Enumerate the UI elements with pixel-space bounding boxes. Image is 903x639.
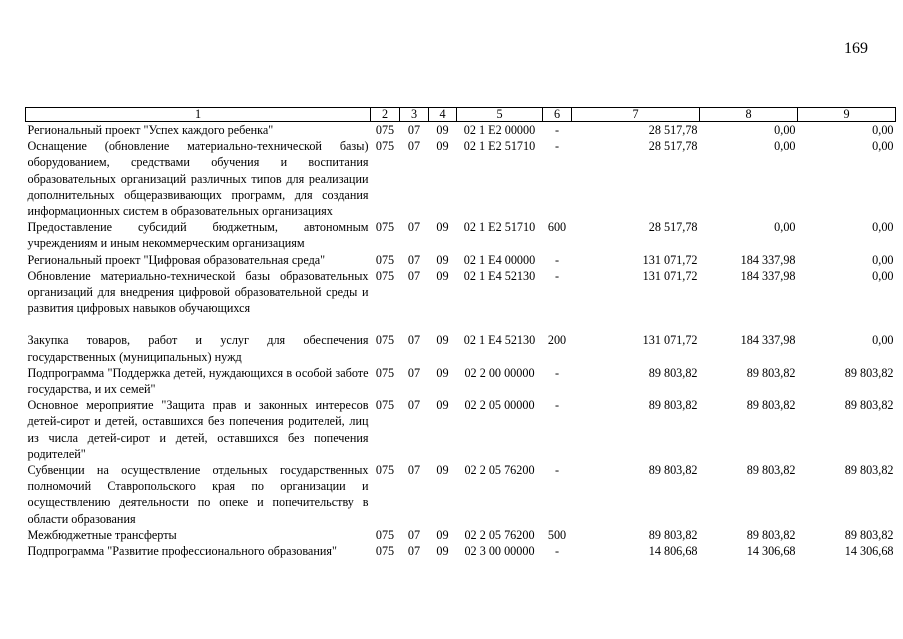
header-cell: 8 xyxy=(700,108,798,122)
cell-subsection: 09 xyxy=(436,268,449,283)
table-row xyxy=(26,138,896,219)
cell-target: 02 1 E2 51710 xyxy=(463,139,536,154)
cell-target: 02 1 E4 52130 xyxy=(463,268,536,283)
cell-code: 075 xyxy=(375,544,395,559)
cell-code: 075 xyxy=(375,398,395,413)
cell-amount-9: 89 803,82 xyxy=(844,527,894,542)
cell-code: 075 xyxy=(375,365,395,380)
cell-amount-9: 14 306,68 xyxy=(844,544,894,559)
table-row xyxy=(26,252,896,268)
header-cell: 1 xyxy=(26,108,371,122)
cell-amount-7: 28 517,78 xyxy=(648,123,698,137)
table-row xyxy=(26,397,896,462)
cell-type: - xyxy=(554,398,560,413)
spacer-cell xyxy=(26,316,896,332)
cell-target: 02 1 E4 00000 xyxy=(463,252,536,267)
row-name: Подпрограмма "Развитие профессионального образования" xyxy=(27,544,337,559)
table-row xyxy=(26,219,896,251)
cell-subsection: 09 xyxy=(436,123,449,137)
cell-amount-8: 0,00 xyxy=(774,123,796,137)
table-row xyxy=(26,332,896,364)
cell-code: 075 xyxy=(375,527,395,542)
cell-amount-9: 0,00 xyxy=(872,333,894,348)
cell-amount-7: 89 803,82 xyxy=(648,398,698,413)
cell-amount-7: 14 806,68 xyxy=(648,544,698,559)
budget-table xyxy=(25,107,896,559)
cell-amount-8: 89 803,82 xyxy=(746,398,796,413)
cell-section: 07 xyxy=(407,398,421,413)
cell-section: 07 xyxy=(407,220,421,235)
table-row xyxy=(26,365,896,397)
cell-subsection: 09 xyxy=(436,527,449,542)
cell-type: - xyxy=(554,365,560,380)
cell-amount-8: 184 337,98 xyxy=(740,268,796,283)
row-name: Межбюджетные трансферты xyxy=(27,527,177,542)
header-cell: 4 xyxy=(429,108,457,122)
cell-code: 075 xyxy=(375,463,395,478)
cell-section: 07 xyxy=(407,268,421,283)
cell-section: 07 xyxy=(407,527,421,542)
row-name: Основное мероприятие "Защита прав и законных интересов детей-сирот и детей, оставшихся без попечения родителей, лиц из числа детей-сирот и детей, оставшихся без попечения родителей" xyxy=(27,398,369,461)
cell-target: 02 2 05 76200 xyxy=(464,463,535,478)
cell-type: 200 xyxy=(547,333,567,348)
cell-target: 02 3 00 00000 xyxy=(464,544,535,559)
cell-type: - xyxy=(554,463,560,478)
cell-amount-7: 89 803,82 xyxy=(648,365,698,380)
header-cell: 2 xyxy=(371,108,400,122)
cell-amount-8: 0,00 xyxy=(774,139,796,154)
cell-amount-9: 89 803,82 xyxy=(844,398,894,413)
cell-amount-8: 0,00 xyxy=(774,220,796,235)
header-cell: 3 xyxy=(400,108,429,122)
cell-code: 075 xyxy=(375,220,395,235)
cell-amount-9: 0,00 xyxy=(872,252,894,267)
row-name: Региональный проект "Цифровая образовательная среда" xyxy=(27,252,326,267)
cell-subsection: 09 xyxy=(436,139,449,154)
cell-type: 600 xyxy=(547,220,567,235)
cell-subsection: 09 xyxy=(436,544,449,559)
header-cell: 6 xyxy=(543,108,572,122)
spacer-row xyxy=(26,316,896,332)
cell-target: 02 1 E2 00000 xyxy=(463,123,536,137)
cell-type: - xyxy=(554,123,560,137)
header-cell: 9 xyxy=(798,108,896,122)
row-name: Предоставление субсидий бюджетным, автономным учреждениям и иным некоммерческим организациям xyxy=(27,220,369,251)
table-row xyxy=(26,462,896,527)
cell-target: 02 1 E4 52130 xyxy=(463,333,536,348)
table-row xyxy=(26,122,896,139)
row-name: Оснащение (обновление материально-технической базы) оборудованием, средствами обучения и воспитания образовательных организаций различных типов для реализации дополнительных общеразвивающих программ, для создания информационных систем в образовательных организациях xyxy=(27,139,369,219)
cell-amount-7: 131 071,72 xyxy=(642,268,698,283)
cell-subsection: 09 xyxy=(436,252,449,267)
cell-subsection: 09 xyxy=(436,398,449,413)
cell-amount-8: 184 337,98 xyxy=(740,333,796,348)
cell-type: - xyxy=(554,139,560,154)
cell-amount-8: 184 337,98 xyxy=(740,252,796,267)
cell-subsection: 09 xyxy=(436,333,449,348)
cell-target: 02 1 E2 51710 xyxy=(463,220,536,235)
cell-section: 07 xyxy=(407,139,421,154)
cell-amount-9: 0,00 xyxy=(872,139,894,154)
header-row xyxy=(26,108,896,122)
cell-type: - xyxy=(554,252,560,267)
cell-type: 500 xyxy=(547,527,567,542)
table-row xyxy=(26,543,896,559)
cell-section: 07 xyxy=(407,252,421,267)
cell-amount-7: 89 803,82 xyxy=(648,463,698,478)
table-row xyxy=(26,268,896,317)
cell-target: 02 2 00 00000 xyxy=(464,365,535,380)
cell-amount-9: 0,00 xyxy=(872,268,894,283)
cell-amount-8: 89 803,82 xyxy=(746,527,796,542)
cell-amount-7: 28 517,78 xyxy=(648,139,698,154)
cell-amount-7: 131 071,72 xyxy=(642,252,698,267)
cell-subsection: 09 xyxy=(436,463,449,478)
cell-amount-7: 131 071,72 xyxy=(642,333,698,348)
cell-target: 02 2 05 00000 xyxy=(464,398,535,413)
cell-amount-8: 89 803,82 xyxy=(746,463,796,478)
cell-subsection: 09 xyxy=(436,365,449,380)
cell-section: 07 xyxy=(407,365,421,380)
row-name: Закупка товаров, работ и услуг для обеспечения государственных (муниципальных) нужд xyxy=(27,333,369,364)
cell-section: 07 xyxy=(407,123,421,137)
row-name: Подпрограмма "Поддержка детей, нуждающихся в особой заботе государства, и их семей" xyxy=(27,365,369,397)
cell-code: 075 xyxy=(375,123,395,137)
cell-type: - xyxy=(554,268,560,283)
table-row xyxy=(26,527,896,543)
cell-subsection: 09 xyxy=(436,220,449,235)
cell-section: 07 xyxy=(407,333,421,348)
header-cell: 7 xyxy=(572,108,700,122)
cell-amount-7: 89 803,82 xyxy=(648,527,698,542)
cell-amount-9: 0,00 xyxy=(872,220,894,235)
cell-code: 075 xyxy=(375,333,395,348)
cell-section: 07 xyxy=(407,463,421,478)
cell-code: 075 xyxy=(375,252,395,267)
cell-code: 075 xyxy=(375,139,395,154)
cell-target: 02 2 05 76200 xyxy=(464,527,535,542)
page-number: 169 xyxy=(844,40,868,57)
row-name: Субвенции на осуществление отдельных государственных полномочий Ставропольского края по организации и осуществлению деятельности по опеке и попечительству в области образования xyxy=(27,463,369,526)
cell-type: - xyxy=(554,544,560,559)
cell-amount-9: 89 803,82 xyxy=(844,463,894,478)
header-cell: 5 xyxy=(457,108,543,122)
cell-amount-9: 0,00 xyxy=(872,123,894,137)
cell-amount-9: 89 803,82 xyxy=(844,365,894,380)
cell-amount-8: 89 803,82 xyxy=(746,365,796,380)
cell-amount-7: 28 517,78 xyxy=(648,220,698,235)
row-name: Региональный проект "Успех каждого ребенка" xyxy=(27,123,274,137)
cell-section: 07 xyxy=(407,544,421,559)
cell-code: 075 xyxy=(375,268,395,283)
row-name: Обновление материально-технической базы образовательных организаций для внедрения цифровой образовательной среды и развития цифровых навыков обучающихся xyxy=(27,268,369,316)
cell-amount-8: 14 306,68 xyxy=(746,544,796,559)
